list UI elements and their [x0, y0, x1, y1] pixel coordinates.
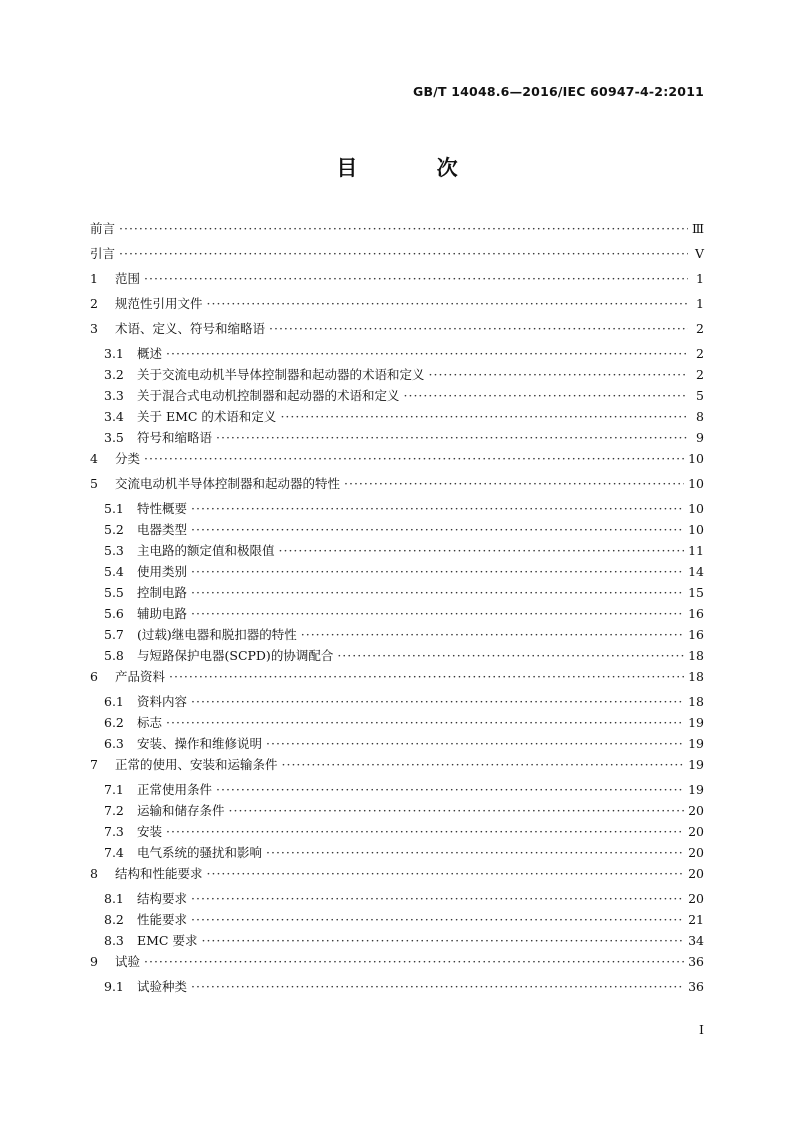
toc-entry-number: 8.3: [104, 933, 124, 948]
toc-leader-dots: [207, 866, 685, 881]
toc-entry-title: 正常的使用、安装和运输条件: [115, 757, 278, 772]
toc-entry-page: 10: [688, 501, 704, 516]
toc-entry-page: 21: [688, 912, 704, 927]
toc-entry-number: 3.4: [104, 409, 124, 424]
toc-entry-number: 5.5: [104, 585, 124, 600]
toc-entry-page: Ⅲ: [691, 221, 704, 236]
toc-entry-number: 9.1: [104, 979, 124, 994]
toc-entry-number: 7.3: [104, 824, 124, 839]
toc-entry-title: 试验: [115, 954, 141, 969]
toc-entry-page: 10: [688, 476, 704, 491]
toc-entry-title: EMC 要求: [137, 933, 198, 948]
toc-entry[interactable]: [90, 344, 704, 365]
toc-entry-title: 符号和缩略语: [137, 430, 213, 445]
toc-leader-dots: [191, 501, 684, 516]
toc-leader-dots: [280, 409, 688, 424]
toc-entry-number: 3.1: [104, 346, 124, 361]
toc-leader-dots: [207, 296, 688, 311]
toc-entry-title: 关于交流电动机半导体控制器和起动器的术语和定义: [137, 367, 425, 382]
toc-entry-number: 5.8: [104, 648, 124, 663]
toc-entry-title: 特性概要: [137, 501, 188, 516]
toc-entry-number: 6.2: [104, 715, 124, 730]
toc-entry[interactable]: [90, 889, 704, 910]
toc-entry-title: 电气系统的骚扰和影响: [137, 845, 263, 860]
toc-entry-page: 18: [688, 669, 704, 684]
toc-entry-number: 7.4: [104, 845, 124, 860]
toc-entry-number: 8.2: [104, 912, 124, 927]
toc-entry-page: 2: [696, 321, 704, 336]
toc-entry-title: (过载)继电器和脱扣器的特性: [137, 627, 297, 642]
toc-leader-dots: [144, 271, 688, 286]
toc-entry-title: 范围: [115, 271, 141, 286]
toc-entry-page: 20: [688, 824, 704, 839]
toc-entry-number: 6.1: [104, 694, 124, 709]
toc-entry-page: 10: [688, 451, 704, 466]
toc-entry[interactable]: [90, 864, 704, 889]
toc-leader-dots: [144, 451, 684, 466]
toc-entry-title: 运输和储存条件: [137, 803, 225, 818]
toc-leader-dots: [169, 669, 684, 684]
toc-entry-number: 3: [90, 321, 98, 336]
toc-entry-page: Ⅴ: [694, 246, 704, 261]
toc-entry-page: 19: [688, 782, 704, 797]
toc-entry-page: 18: [688, 694, 704, 709]
toc-entry-title: 标志: [137, 715, 163, 730]
toc-entry-number: 5: [90, 476, 98, 491]
toc-entry-title: 术语、定义、符号和缩略语: [115, 321, 266, 336]
toc-entry-page: 20: [688, 803, 704, 818]
toc-entry-number: 5.6: [104, 606, 124, 621]
toc-leader-dots: [266, 736, 684, 751]
toc-leader-dots: [191, 912, 684, 927]
toc-entry-title: 资料内容: [137, 694, 188, 709]
toc-entry-title: 交流电动机半导体控制器和起动器的特性: [115, 476, 341, 491]
toc-entry-title: 关于混合式电动机控制器和起动器的术语和定义: [137, 388, 400, 403]
toc-entry-page: 2: [696, 346, 704, 361]
toc-entry-page: 20: [688, 845, 704, 860]
toc-leader-dots: [279, 543, 685, 558]
toc-entry-title: 试验种类: [137, 979, 188, 994]
toc-leader-dots: [216, 782, 684, 797]
toc-entry[interactable]: [90, 269, 704, 294]
toc-entry-page: 15: [688, 585, 704, 600]
toc-entry[interactable]: [90, 843, 704, 864]
toc-entry-number: 5.7: [104, 627, 124, 642]
toc-entry[interactable]: [90, 977, 704, 998]
toc-leader-dots: [191, 522, 684, 537]
toc-entry-title: 分类: [115, 451, 141, 466]
page-number: I: [699, 1022, 704, 1037]
toc-entry-number: 7.1: [104, 782, 124, 797]
toc-entry[interactable]: [90, 244, 704, 269]
toc-entry[interactable]: [90, 499, 704, 520]
toc-leader-dots: [266, 845, 684, 860]
toc-entry-page: 36: [688, 979, 704, 994]
toc-entry-page: 10: [688, 522, 704, 537]
toc-entry-number: 4: [90, 451, 98, 466]
toc-entry-page: 14: [688, 564, 704, 579]
toc-entry[interactable]: [90, 449, 704, 474]
toc-entry[interactable]: [90, 734, 704, 755]
toc-entry[interactable]: [90, 801, 704, 822]
toc-leader-dots: [166, 715, 684, 730]
toc-entry[interactable]: [90, 319, 704, 344]
toc-entry-number: 5.3: [104, 543, 124, 558]
toc-leader-dots: [119, 246, 688, 261]
toc-entry-page: 18: [688, 648, 704, 663]
toc-entry[interactable]: [90, 910, 704, 931]
toc-entry[interactable]: [90, 541, 704, 562]
toc-entry-title: 结构要求: [137, 891, 188, 906]
toc-leader-dots: [191, 606, 684, 621]
toc-entry-number: 6: [90, 669, 98, 684]
toc-leader-dots: [201, 933, 684, 948]
toc-leader-dots: [216, 430, 688, 445]
toc-entry-page: 34: [688, 933, 704, 948]
toc-entry-page: 8: [696, 409, 704, 424]
toc-entry[interactable]: [90, 562, 704, 583]
toc-leader-dots: [191, 585, 684, 600]
toc-entry-page: 36: [688, 954, 704, 969]
toc-entry-number: 7: [90, 757, 98, 772]
toc-entry-title: 使用类别: [137, 564, 188, 579]
toc-entry[interactable]: [90, 646, 704, 667]
toc-entry-title: 引言: [90, 246, 116, 261]
toc-entry-number: 9: [90, 954, 98, 969]
toc-leader-dots: [344, 476, 684, 491]
toc-entry[interactable]: [90, 625, 704, 646]
toc-leader-dots: [229, 803, 685, 818]
toc-entry[interactable]: [90, 822, 704, 843]
toc-entry-page: 19: [688, 715, 704, 730]
toc-entry-title: 性能要求: [137, 912, 188, 927]
toc-entry-title: 安装: [137, 824, 163, 839]
toc-leader-dots: [191, 891, 684, 906]
toc-entry-page: 1: [696, 296, 704, 311]
toc-entry-page: 20: [688, 891, 704, 906]
toc-leader-dots: [191, 694, 684, 709]
toc-entry-page: 11: [688, 543, 704, 558]
toc-entry[interactable]: [90, 692, 704, 713]
toc-leader-dots: [301, 627, 684, 642]
toc-leader-dots: [119, 221, 688, 236]
toc-entry-title: 产品资料: [115, 669, 166, 684]
toc-leader-dots: [166, 824, 684, 839]
toc-entry-page: 2: [696, 367, 704, 382]
toc-entry[interactable]: [90, 219, 704, 244]
toc-entry-number: 5.4: [104, 564, 124, 579]
toc-entry-title: 主电路的额定值和极限值: [137, 543, 275, 558]
toc-entry-title: 结构和性能要求: [115, 866, 203, 881]
toc-entry[interactable]: [90, 520, 704, 541]
toc-entry-page: 5: [696, 388, 704, 403]
toc-entry[interactable]: [90, 386, 704, 407]
toc-entry[interactable]: [90, 713, 704, 734]
toc-entry-number: 7.2: [104, 803, 124, 818]
toc-leader-dots: [144, 954, 684, 969]
toc-leader-dots: [282, 757, 685, 772]
toc-entry-number: 3.3: [104, 388, 124, 403]
toc-entry-title: 规范性引用文件: [115, 296, 203, 311]
toc-entry-page: 20: [688, 866, 704, 881]
toc-entry[interactable]: [90, 407, 704, 428]
toc-entry-page: 19: [688, 757, 704, 772]
toc-entry-title: 控制电路: [137, 585, 188, 600]
toc-leader-dots: [191, 979, 684, 994]
toc-entry[interactable]: [90, 428, 704, 449]
toc-entry-title: 前言: [90, 221, 116, 236]
toc-entry-number: 3.2: [104, 367, 124, 382]
toc-entry-title: 正常使用条件: [137, 782, 213, 797]
toc-entry-number: 2: [90, 296, 98, 311]
toc-entry-page: 19: [688, 736, 704, 751]
toc-entry[interactable]: [90, 952, 704, 977]
toc-entry-number: 8: [90, 866, 98, 881]
toc-entry[interactable]: [90, 474, 704, 499]
toc-entry-title: 安装、操作和维修说明: [137, 736, 263, 751]
toc-entry[interactable]: [90, 604, 704, 625]
toc-entry-page: 16: [688, 627, 704, 642]
toc-entry[interactable]: [90, 365, 704, 386]
toc-entry-title: 概述: [137, 346, 163, 361]
toc-entry-number: 3.5: [104, 430, 124, 445]
toc-entry-number: 8.1: [104, 891, 124, 906]
toc-entry-page: 9: [696, 430, 704, 445]
toc-entry[interactable]: [90, 583, 704, 604]
toc-entry-page: 1: [696, 271, 704, 286]
toc-entry-title: 辅助电路: [137, 606, 188, 621]
page-title: 目 次: [336, 156, 494, 180]
toc-entry-page: 16: [688, 606, 704, 621]
toc-entry[interactable]: [90, 755, 704, 780]
toc-leader-dots: [337, 648, 684, 663]
toc-leader-dots: [429, 367, 688, 382]
toc-entry-title: 电器类型: [137, 522, 188, 537]
toc-entry[interactable]: [90, 931, 704, 952]
toc-leader-dots: [191, 564, 684, 579]
toc-entry-number: 1: [90, 271, 98, 286]
toc-entry-number: 5.2: [104, 522, 124, 537]
toc-entry[interactable]: [90, 294, 704, 319]
toc-entry[interactable]: [90, 667, 704, 692]
toc-entry-number: 6.3: [104, 736, 124, 751]
toc-leader-dots: [269, 321, 688, 336]
toc-leader-dots: [166, 346, 688, 361]
standard-code: GB/T 14048.6—2016/IEC 60947-4-2:2011: [413, 84, 704, 99]
toc-entry-title: 与短路保护电器(SCPD)的协调配合: [137, 648, 334, 663]
table-of-contents: [90, 219, 704, 998]
toc-leader-dots: [404, 388, 688, 403]
toc-entry-number: 5.1: [104, 501, 124, 516]
toc-entry[interactable]: [90, 780, 704, 801]
toc-entry-title: 关于 EMC 的术语和定义: [137, 409, 277, 424]
